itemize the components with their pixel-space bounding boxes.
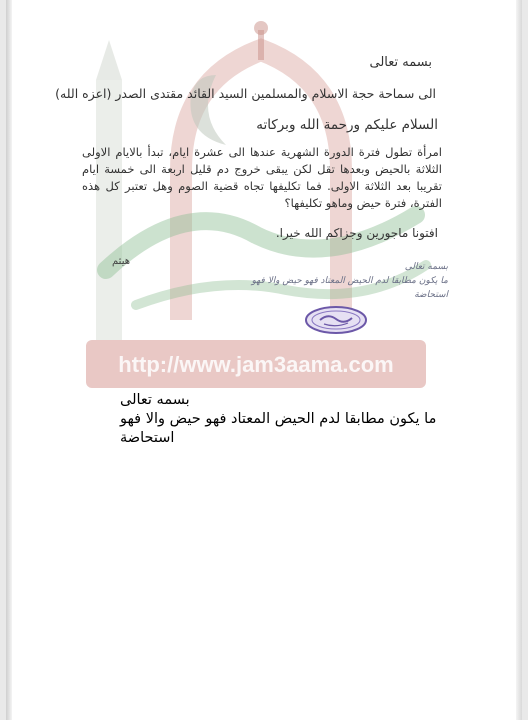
document-page [6,0,522,720]
watermark-url: http://www.jam3aama.com [118,352,394,377]
answer-conclusion: استحاضة [120,430,175,446]
letter-question: امرأة تطول فترة الدورة الشهرية عندها الى عشرة ايام، تبدأ بالايام الاولى الثلاثة بالحيض وبعدها تقل لكن يبقى خروج دم قليل اربعة الى خمسة ايام تقريبا بعد الثلاثة الاولى. فما تكليفها تجاه قضية الصوم وهل تعتبر كل هذه الفترة، فترة حيض وماهو تكليفها؟ [82,145,442,210]
letter-basmala: بسمه تعالى [369,55,432,70]
letter-greeting: السلام عليكم ورحمة الله وبركاته [256,117,438,133]
letter-closing: افتونا ماجورين وجزاكم الله خيرا. [275,226,438,240]
letter-addressee: الى سماحة حجة الاسلام والمسلمين السيد القائد مقتدى الصدر (اعزه الله) [55,86,436,101]
letter-sender: هيثم [112,256,130,267]
handwritten-line: بسمه تعالى [404,262,448,272]
page-right-edge [516,0,522,720]
answer-basmala: بسمه تعالى [120,392,190,408]
handwritten-line: ما يكون مطابقا لدم الحيض المعتاد فهو حيض والا فهو [251,276,448,286]
page-left-edge [6,0,12,720]
handwritten-line: استحاضة [414,290,448,300]
answer-ruling: ما يكون مطابقا لدم الحيض المعتاد فهو حيض والا فهو [120,411,437,427]
office-stamp [304,305,368,335]
